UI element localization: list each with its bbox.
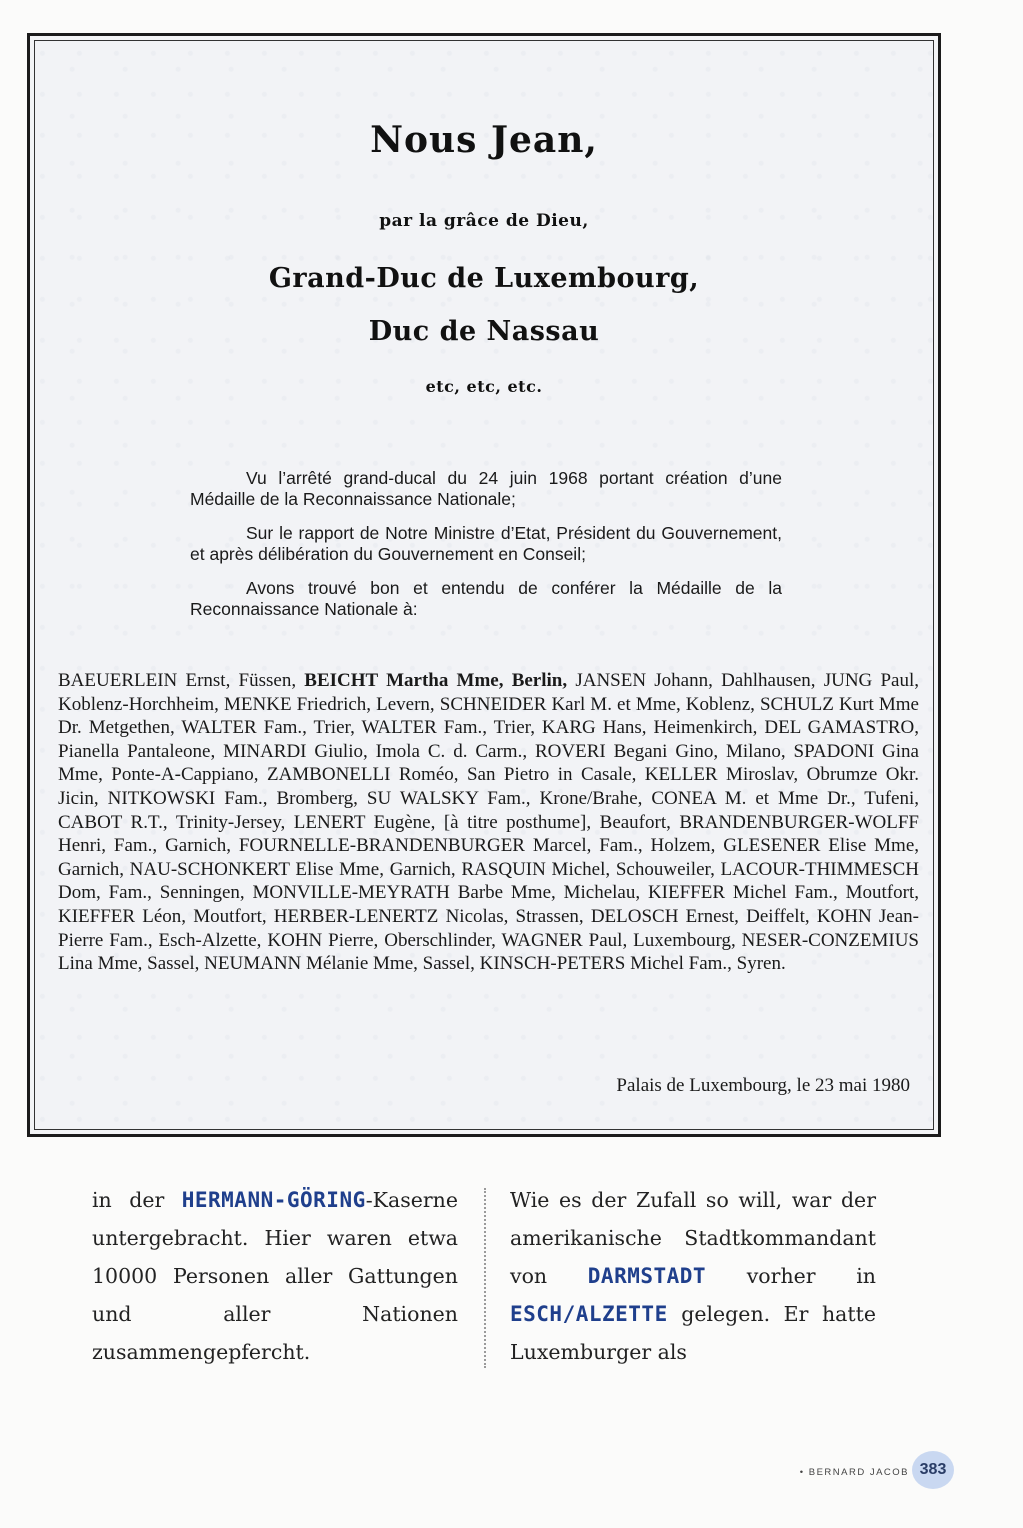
recipients-bold: BEICHT Martha Mme, Berlin, [304, 670, 568, 691]
decree-grand-duke: Grand-Duc de Luxembourg, [268, 263, 700, 294]
page-number-badge: 383 [912, 1451, 954, 1489]
decree-etc: etc, etc, etc. [425, 377, 543, 396]
considerant-3: Avons trouvé bon et entendu de conférer la Médaille de la Reconnaissance Nationale à: [190, 578, 782, 619]
footer-author: • BERNARD JACOB [799, 1467, 909, 1478]
right-text-2: vorher in [706, 1264, 876, 1288]
decree-by-grace: par la grâce de Dieu, [379, 211, 589, 231]
decree-panel [34, 40, 934, 1130]
column-divider [484, 1188, 486, 1368]
keyword-hermann-goering: HERMANN-GÖRING [181, 1188, 366, 1212]
left-text-1: in der [92, 1188, 182, 1212]
keyword-darmstadt: DARMSTADT [587, 1264, 707, 1288]
right-text-1: Wie es der Zufall so will, war der amerikanische Stadtkommandant von [510, 1188, 876, 1288]
considerant-1: Vu l’arrêté grand-ducal du 24 juin 1968 portant création d’une Médaille de la Reconnaissance Nationale; [190, 468, 782, 509]
considerant-2: Sur le rapport de Notre Ministre d’Etat, Président du Gouvernement, et après délibération du Gouvernement en Conseil; [190, 523, 782, 564]
article-column-right [510, 1181, 876, 1371]
left-text-2: -Kaserne untergebracht. Hier waren etwa 10000 Personen aller Gattungen und aller Nationen zusammengepfercht. [92, 1188, 458, 1364]
recipients-list [58, 669, 919, 976]
right-text-3: gelegen. Er hatte Luxemburger als [510, 1302, 876, 1364]
decree-title: Nous Jean, [370, 119, 598, 161]
keyword-esch-alzette: ESCH/ALZETTE [510, 1302, 668, 1326]
decree-frame [27, 33, 941, 1137]
article-column-left [92, 1181, 458, 1371]
place-date: Palais de Luxembourg, le 23 mai 1980 [616, 1075, 910, 1096]
recipients-text-rest: JANSEN Johann, Dahlhausen, JUNG Paul, Koblenz-Horchheim, MENKE Friedrich, Levern, SCHNEIDER Karl M. et Mme, Koblenz, SCHULZ Kurt Mme Dr. Metgethen, WALTER Fam., Trier, WALTER Fam., Trier, KARG Hans, Heimenkirch, DEL GAMASTRO, Pianella Pantaleone, MINARDI Giulio, Imola C. d. Carm., ROVERI Begani Gino, Milano, SPADONI Gina Mme, Ponte-A-Cappiano, ZAMBONELLI Roméo, San Pietro in Casale, KELLER Miroslav, Obrumze Okr. Jicin, NITKOWSKI Fam., Bromberg, SU WALSKY Fam., Krone/Brahe, CONEA M. et Mme Dr., Tufeni, CABOT R.T., Trinity-Jersey, LENERT Eugène, [à titre posthume], Beaufort, BRANDENBURGER-WOLFF Henri, Fam., Garnich, FOURNELLE-BRANDENBURGER Marcel, Fam., Holzem, GLESENER Elise Mme, Garnich, NAU-SCHONKERT Elise Mme, Garnich, RASQUIN Michel, Schouweiler, LACOUR-THIMMESCH Dom, Fam., Senningen, MONVILLE-MEYRATH Barbe Mme, Michelau, KIEFFER Michel Fam., Moutfort, KIEFFER Léon, Moutfort, HERBER-LENERTZ Nicolas, Strassen, DELOSCH Ernest, Deiffelt, KOHN Jean-Pierre Fam., Esch-Alzette, KOHN Pierre, Oberschlinder, WAGNER Paul, Luxembourg, NESER-CONZEMIUS Lina Mme, Sassel, NEUMANN Mélanie Mme, Sassel, KINSCH-PETERS Michel Fam., Syren. [58, 670, 920, 975]
decree-duke: Duc de Nassau [368, 316, 600, 347]
recipients-text-start: BAEUERLEIN Ernst, Füssen, [58, 670, 297, 691]
